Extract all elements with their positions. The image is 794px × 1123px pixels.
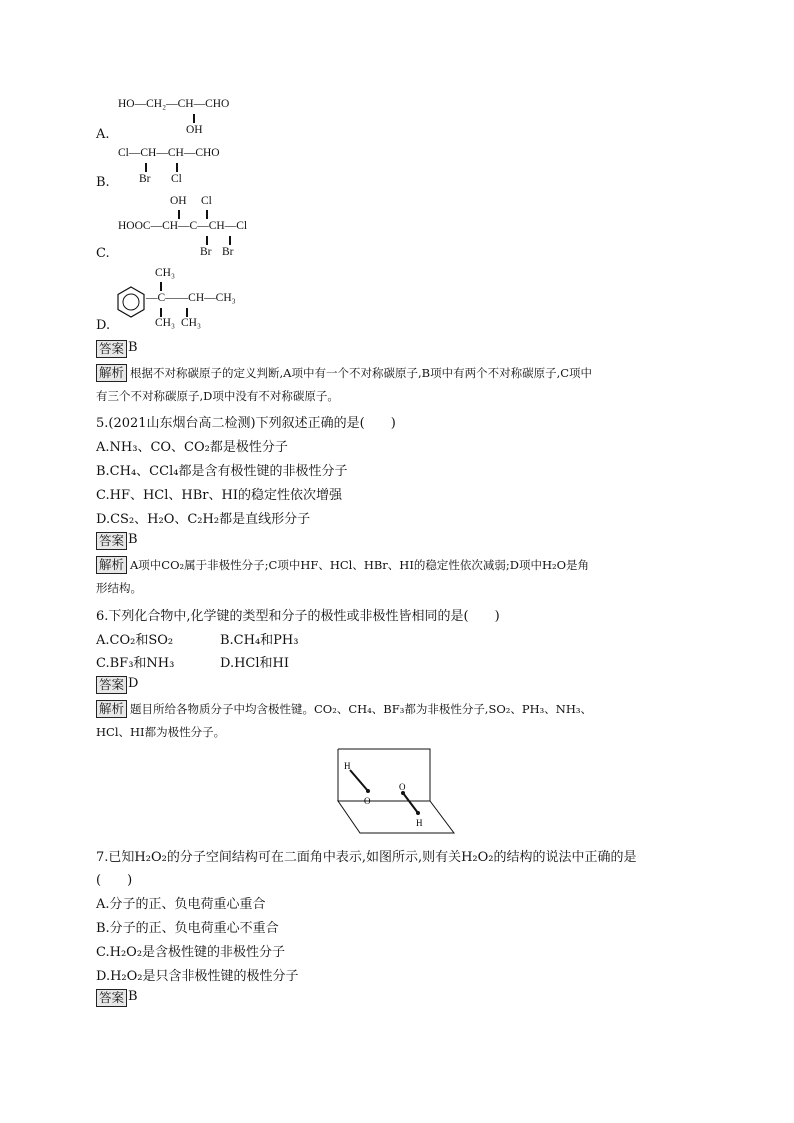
structure-b-main: Cl—CH—CH—CHO	[118, 147, 220, 159]
q5-explain-line1: A项中CO₂属于非极性分子;C项中HF、HCl、HBr、HI的稳定性依次减弱;D项中H₂O是角	[130, 558, 590, 572]
q6-explain-line1: 题目所给各物质分子中均含极性键。CO₂、CH₄、BF₃都为非极性分子,SO₂、PH₃、NH₃、	[130, 702, 592, 716]
q6-stem: 6.下列化合物中,化学键的类型和分子的极性或非极性皆相同的是( )	[96, 609, 500, 624]
structure-d-top: CH₃	[155, 267, 175, 279]
option-a-letter: A.	[96, 127, 110, 142]
q6-option-a: A.CO₂和SO₂	[96, 633, 174, 648]
structure-d-sub1: CH₃	[155, 317, 175, 329]
structure-c-sub2: Br	[222, 246, 234, 258]
structure-d-bond-top	[160, 282, 162, 291]
answer-tag: 答案	[96, 532, 127, 550]
q6-explain-line2: HCl、HI都为极性分子。	[96, 725, 226, 739]
structure-a-main: HO—CH₂—CH—CHO	[118, 98, 230, 110]
structure-c-top2: Cl	[201, 195, 212, 207]
q5-stem: 5.(2021山东烟台高二检测)下列叙述正确的是( )	[96, 416, 396, 431]
q6-option-c: C.BF₃和NH₃	[96, 656, 175, 671]
q5-answer: B	[128, 532, 138, 547]
q6-answer: D	[128, 676, 139, 691]
q7-answer: B	[128, 989, 138, 1004]
structure-c-bond-top2	[206, 210, 208, 219]
option-c-letter: C.	[96, 246, 110, 261]
q7-option-c: C.H₂O₂是含极性键的非极性分子	[96, 945, 286, 960]
q7-option-b: B.分子的正、负电荷重心不重合	[96, 921, 279, 936]
structure-b-bond1	[145, 163, 147, 172]
structure-c-top1: OH	[170, 195, 187, 207]
answer-tag: 答案	[96, 340, 127, 358]
explain-tag: 解析	[96, 556, 127, 574]
figure-o1-label: O	[364, 796, 371, 806]
answer-tag: 答案	[96, 989, 127, 1007]
q5-option-b: B.CH₄、CCl₄都是含有极性键的非极性分子	[96, 464, 348, 479]
q7-option-a: A.分子的正、负电荷重心重合	[96, 897, 266, 912]
q4-explain-line2: 有三个不对称碳原子,D项中没有不对称碳原子。	[96, 389, 339, 403]
figure-h2-label: H	[416, 818, 423, 828]
structure-d-bond-sub1	[160, 308, 162, 317]
q7-option-d: D.H₂O₂是只含非极性键的极性分子	[96, 969, 299, 984]
q5-option-a: A.NH₃、CO、CO₂都是极性分子	[96, 440, 288, 455]
q5-option-c: C.HF、HCl、HBr、HI的稳定性依次增强	[96, 488, 342, 503]
structure-d-main: —C——CH—CH₃	[146, 292, 236, 304]
figure-h1-label: H	[344, 761, 351, 771]
option-d-letter: D.	[96, 318, 111, 333]
q7-stem-line1: 7.已知H₂O₂的分子空间结构可在二面角中表示,如图所示,则有关H₂O₂的结构的说法中正确的是	[96, 850, 637, 865]
explain-tag: 解析	[96, 364, 127, 382]
q4-explain-line1: 根据不对称碳原子的定义判断,A项中有一个不对称碳原子,B项中有两个不对称碳原子,C项中	[130, 366, 593, 380]
structure-b-bond2	[176, 163, 178, 172]
explain-tag: 解析	[96, 700, 127, 718]
structure-d-sub2: CH₃	[181, 317, 201, 329]
structure-c-main: HOOC—CH—C—CH—Cl	[118, 220, 248, 232]
structure-d-bond-sub2	[186, 308, 188, 317]
answer-tag: 答案	[96, 676, 127, 694]
q4-answer: B	[128, 340, 138, 355]
benzene-ring-icon	[115, 285, 147, 319]
figure-o2-label: O	[399, 782, 406, 792]
q5-explain-line2: 形结构。	[96, 581, 142, 595]
structure-c-bond-sub1	[206, 236, 208, 245]
structure-a-sub1: OH	[186, 124, 203, 136]
structure-c-bond-top1	[178, 210, 180, 219]
h2o2-dihedral-figure	[330, 745, 460, 837]
structure-c-bond-sub2	[229, 236, 231, 245]
structure-b-sub1: Br	[139, 173, 151, 185]
q7-stem-line2: ( )	[96, 873, 133, 888]
structure-c-sub1: Br	[200, 246, 212, 258]
option-b-letter: B.	[96, 175, 110, 190]
structure-a-bond	[193, 114, 195, 123]
structure-b-sub2: Cl	[171, 173, 182, 185]
q5-option-d: D.CS₂、H₂O、C₂H₂都是直线形分子	[96, 512, 311, 527]
q6-option-b: B.CH₄和PH₃	[220, 633, 299, 648]
q6-option-d: D.HCl和HI	[220, 656, 290, 671]
